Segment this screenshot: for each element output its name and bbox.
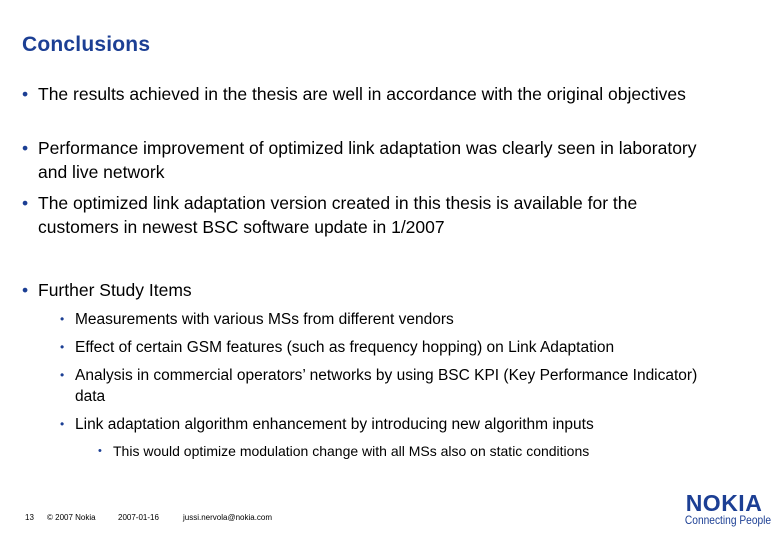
sub-bullet-item xyxy=(60,414,740,435)
page-number: 13 xyxy=(25,513,34,522)
copyright: © 2007 Nokia xyxy=(47,513,96,522)
bullet-icon: • xyxy=(60,417,65,431)
bullet-text: The optimized link adaptation version created in this thesis is available for the customers in newest BSC software update in 1/2007 xyxy=(38,193,638,237)
bullet-item xyxy=(22,136,722,184)
sub-sub-bullet-text: This would optimize modulation change with all MSs also on static conditions xyxy=(113,443,590,459)
sub-bullet-text: Measurements with various MSs from different vendors xyxy=(75,311,454,328)
bullet-icon: • xyxy=(60,312,65,326)
bullet-text: Performance improvement of optimized link adaptation was clearly seen in laboratory and live network xyxy=(38,138,697,182)
further-study-heading xyxy=(22,278,722,302)
sub-bullet-text: Effect of certain GSM features (such as frequency hopping) on Link Adaptation xyxy=(75,339,615,356)
nokia-logo xyxy=(678,492,770,527)
bullet-item xyxy=(22,191,722,239)
bullet-icon: • xyxy=(22,280,29,300)
date: 2007-01-16 xyxy=(118,513,159,522)
logo-wordmark: NOKIA xyxy=(685,490,763,516)
sub-bullet-item xyxy=(60,337,740,358)
bullet-icon: • xyxy=(60,340,65,354)
bullet-text: The results achieved in the thesis are well in accordance with the original objectives xyxy=(38,84,686,104)
bullet-icon: • xyxy=(22,138,29,158)
bullet-item xyxy=(22,82,722,106)
sub-sub-bullet-item xyxy=(98,442,758,461)
bullet-icon: • xyxy=(22,193,29,213)
bullet-icon: • xyxy=(22,84,29,104)
logo-tagline: Connecting People xyxy=(684,513,772,527)
slide-title: Conclusions xyxy=(22,33,151,56)
author-email: jussi.nervola@nokia.com xyxy=(183,513,273,522)
sub-bullet-text: Analysis in commercial operators’ networks by using BSC KPI (Key Performance Indicator) data xyxy=(75,367,698,405)
bullet-icon: • xyxy=(60,368,65,382)
bullet-icon: • xyxy=(98,445,102,457)
sub-bullet-item xyxy=(60,365,710,407)
sub-bullet-item xyxy=(60,309,740,330)
sub-bullet-text: Link adaptation algorithm enhancement by introducing new algorithm inputs xyxy=(75,416,594,433)
bullet-text: Further Study Items xyxy=(38,280,192,300)
